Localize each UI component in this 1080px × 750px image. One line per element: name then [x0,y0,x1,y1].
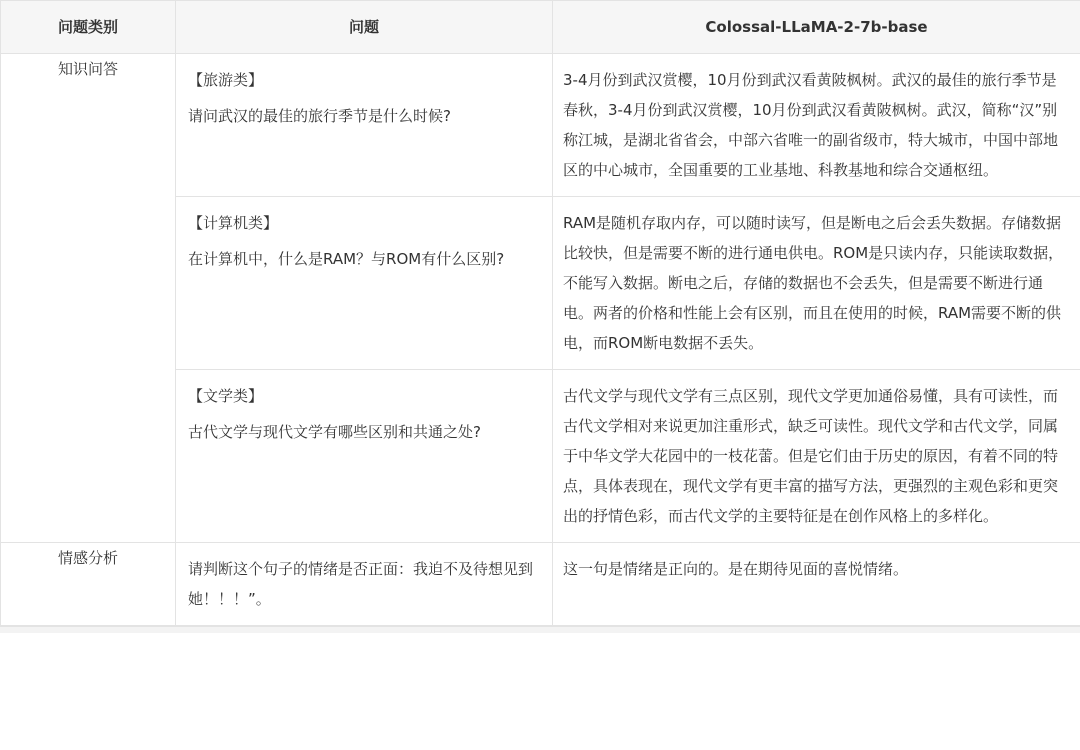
table-row [1,54,1080,197]
table-header-row [1,1,1080,54]
question-tag: 【文学类】 [188,387,264,405]
table-footer-divider [0,626,1080,633]
question-cell: 请判断这个句子的情绪是否正面：我迫不及待想见到她！！！”。 [176,543,553,626]
header-model: Colossal-LLaMA-2-7b-base [553,1,1080,54]
header-question: 问题 [176,1,553,54]
answer-cell: 古代文学与现代文学有三点区别，现代文学更加通俗易懂，具有可读性，而古代文学相对来说更加注重形式，缺乏可读性。现代文学和古代文学，同属于中华文学大花园中的一枝花蕾。但是它们由于历史的原因，有着不同的特点，具体表现在，现代文学有更丰富的描写方法，更强烈的主观色彩和更突出的抒情色彩，而古代文学的主要特征是在创作风格上的多样化。 [553,370,1080,543]
question-text: 在计算机中，什么是RAM？与ROM有什么区别? [188,250,505,268]
category-cell-knowledge-qa: 知识问答 [1,54,176,543]
question-text: 请问武汉的最佳的旅行季节是什么时候? [188,107,451,125]
answer-cell: 3-4月份到武汉赏樱，10月份到武汉看黄陂枫树。武汉的最佳的旅行季节是春秋，3-4月份到武汉赏樱，10月份到武汉看黄陂枫树。武汉，简称“汉”别称江城，是湖北省省会，中部六省唯一的副省级市，特大城市，中国中部地区的中心城市，全国重要的工业基地、科教基地和综合交通枢纽。 [553,54,1080,197]
answer-cell: RAM是随机存取内存，可以随时读写，但是断电之后会丢失数据。存储数据比较快，但是需要不断的进行通电供电。ROM是只读内存，只能读取数据，不能写入数据。断电之后，存储的数据也不会丢失，但是需要不断进行通电。两者的价格和性能上会有区别，而且在使用的时候，RAM需要不断的供电，而ROM断电数据不丢失。 [553,197,1080,370]
question-tag: 【旅游类】 [188,71,264,89]
question-tag: 【计算机类】 [188,214,279,232]
table-row [1,543,1080,626]
category-cell-sentiment: 情感分析 [1,543,176,626]
question-cell [176,54,553,197]
question-cell [176,197,553,370]
answer-cell: 这一句是情绪是正向的。是在期待见面的喜悦情绪。 [553,543,1080,626]
question-text: 古代文学与现代文学有哪些区别和共通之处? [188,423,481,441]
header-category: 问题类别 [1,1,176,54]
question-cell [176,370,553,543]
